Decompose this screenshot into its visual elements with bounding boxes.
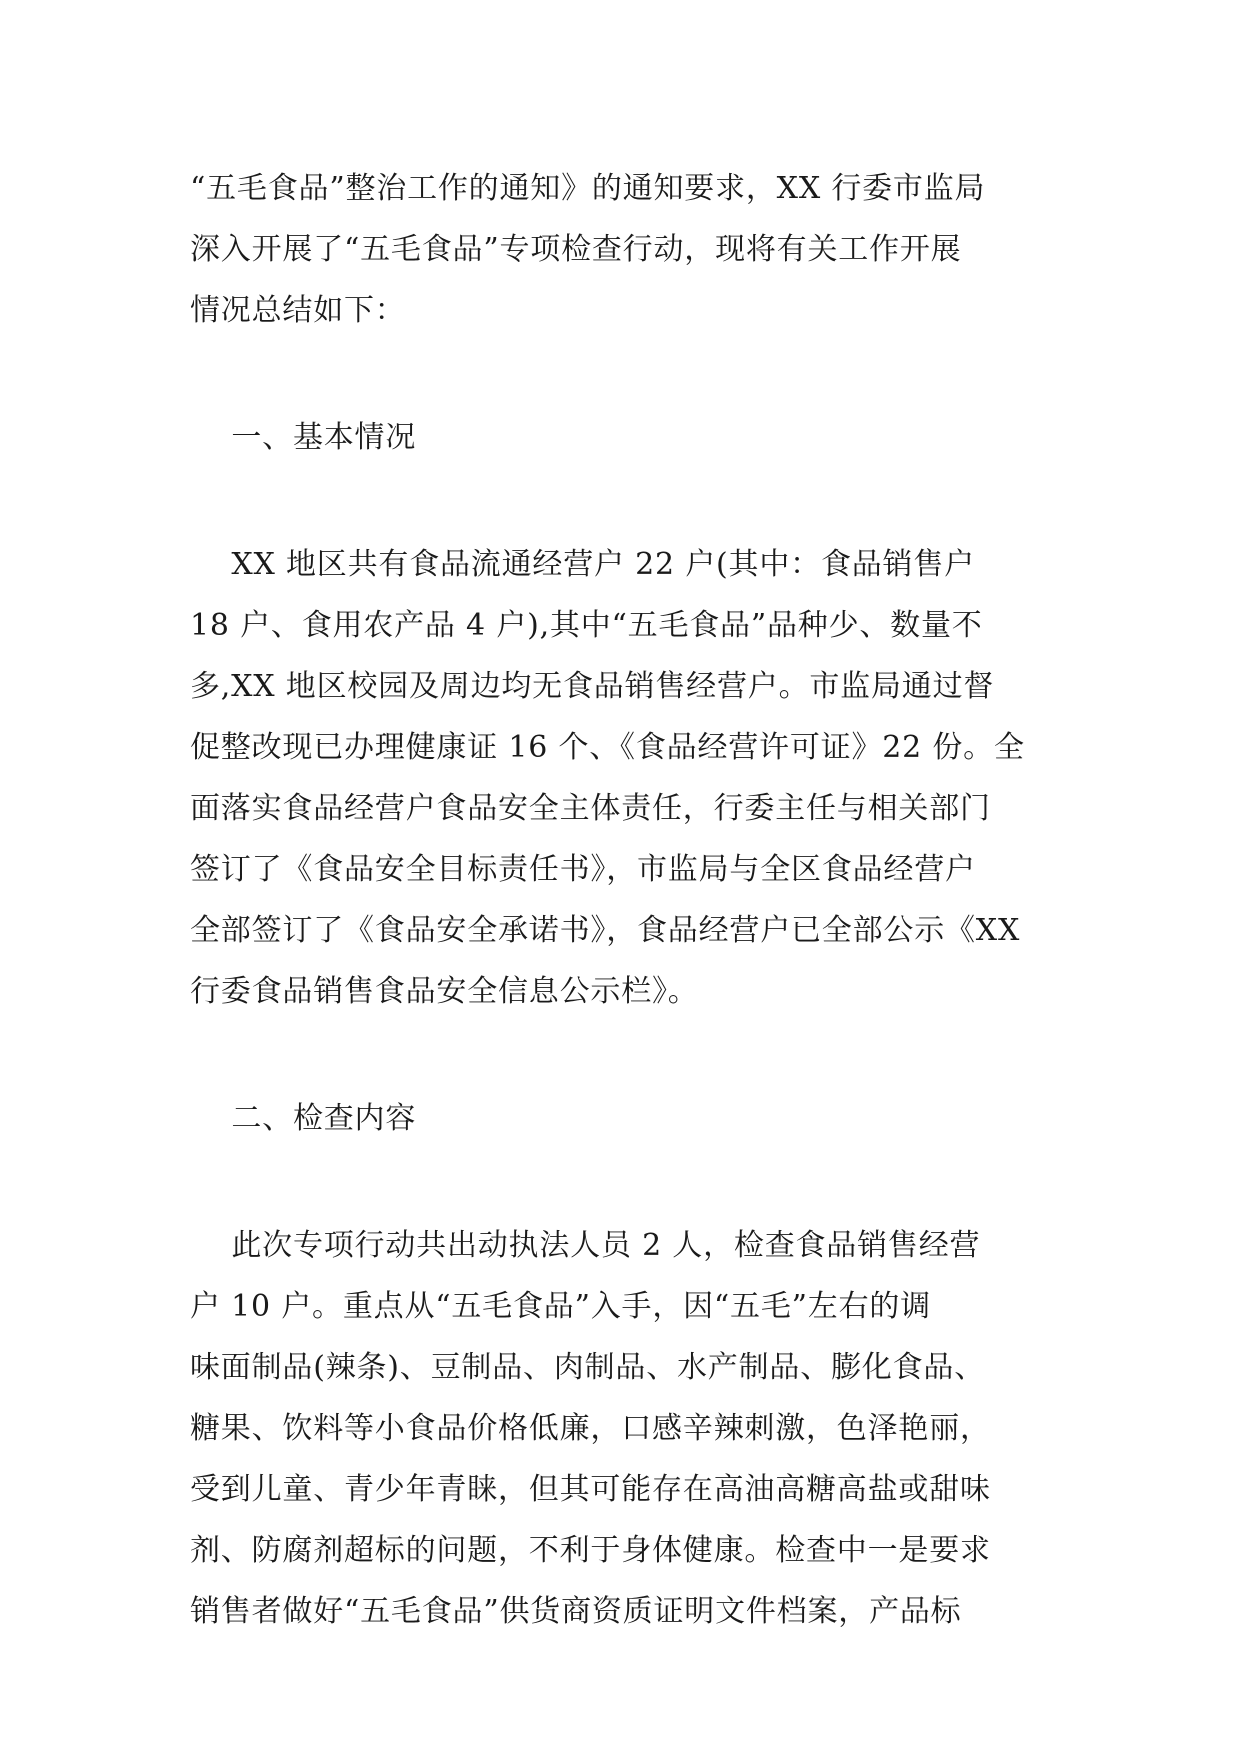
text-line: 情况总结如下： [190, 293, 406, 328]
heading-line: 二、检查内容 [190, 1101, 417, 1136]
text-line: 面落实食品经营户食品安全主体责任，行委主任与相关部门 [190, 791, 991, 826]
inspection-content-paragraph [190, 1215, 1052, 1642]
text-line: 18 户、食用农产品 4 户),其中“五毛食品”品种少、数量不 [190, 608, 983, 643]
paragraph-gap [190, 341, 1052, 407]
text-line: 糖果、饮料等小食品价格低廉，口感辛辣刺激，色泽艳丽， [190, 1411, 991, 1446]
text-line: 全部签订了《食品安全承诺书》，食品经营户已全部公示《XX [190, 913, 1021, 948]
paragraph-gap [190, 1022, 1052, 1088]
text-line: XX 地区共有食品流通经营户 22 户(其中：食品销售户 [190, 547, 975, 582]
text-line: 促整改现已办理健康证 16 个、《食品经营许可证》22 份。全 [190, 730, 1025, 765]
paragraph-gap [190, 468, 1052, 534]
text-line: 此次专项行动共出动执法人员 2 人，检查食品销售经营 [190, 1228, 981, 1263]
section-heading-inspection [190, 1088, 1052, 1149]
heading-line: 一、基本情况 [190, 420, 417, 455]
text-line: 受到儿童、青少年青睐，但其可能存在高油高糖高盐或甜味 [190, 1472, 991, 1507]
section-heading-basic [190, 407, 1052, 468]
paragraph-gap [190, 1149, 1052, 1215]
text-line: 户 10 户。重点从“五毛食品”入手，因“五毛”左右的调 [190, 1289, 931, 1324]
text-line: “五毛食品”整治工作的通知》的通知要求，XX 行委市监局 [190, 171, 986, 206]
text-line: 多,XX 地区校园及周边均无食品销售经营户。市监局通过督 [190, 669, 995, 704]
basic-situation-paragraph [190, 534, 1052, 1022]
text-line: 剂、防腐剂超标的问题，不利于身体健康。检查中一是要求 [190, 1533, 991, 1568]
text-line: 味面制品(辣条)、豆制品、肉制品、水产制品、膨化食品、 [190, 1350, 986, 1385]
document-body [190, 158, 1052, 1642]
text-line: 签订了《食品安全目标责任书》，市监局与全区食品经营户 [190, 852, 976, 887]
text-line: 行委食品销售食品安全信息公示栏》。 [190, 974, 699, 1009]
text-line: 销售者做好“五毛食品”供货商资质证明文件档案，产品标 [190, 1594, 962, 1629]
intro-paragraph [190, 158, 1052, 341]
text-line: 深入开展了“五毛食品”专项检查行动，现将有关工作开展 [190, 232, 962, 267]
